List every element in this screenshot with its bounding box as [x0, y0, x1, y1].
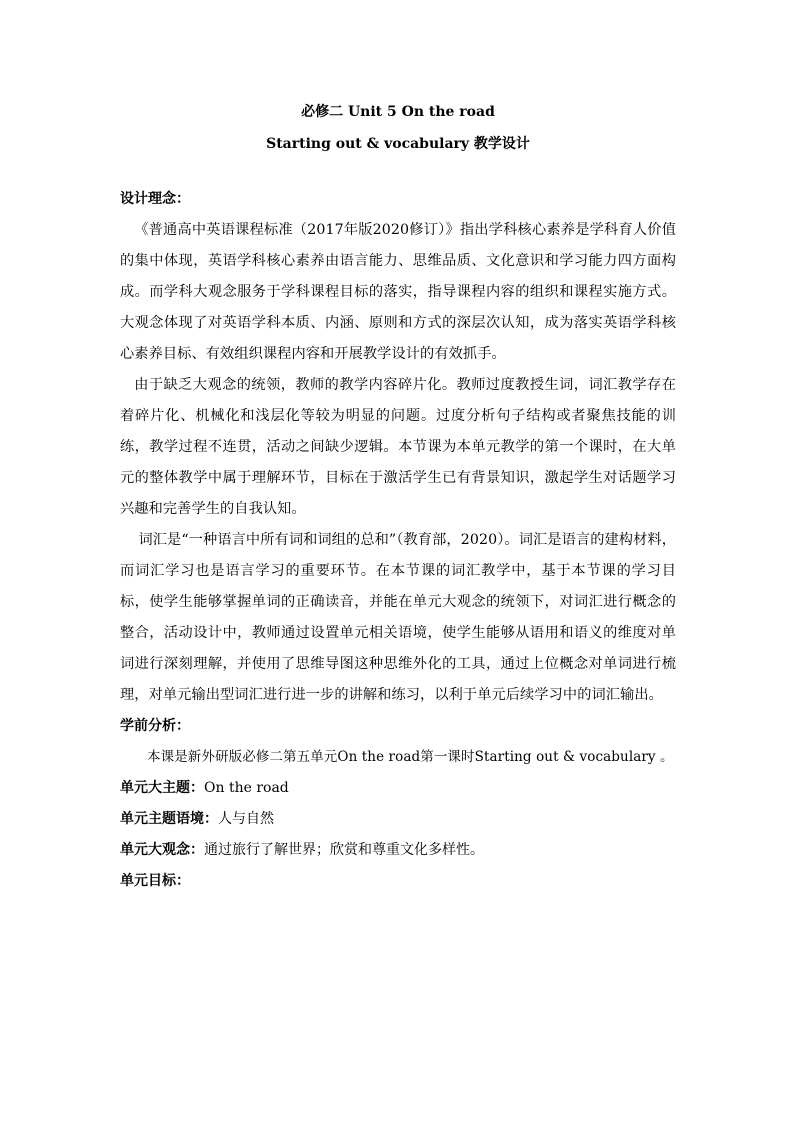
document-subtitle: Starting out & vocabulary 教学设计	[266, 136, 530, 152]
unit-theme-value: On the road	[204, 780, 289, 796]
unit-theme-label: 单元大主题：	[120, 780, 204, 796]
design-concept-heading: 设计理念：	[120, 191, 190, 207]
unit-big-idea-label: 单元大观念：	[120, 842, 204, 858]
design-concept-paragraph-2: 由于缺乏大观念的统领，教师的教学内容碎片化。教师过度教授生词，词汇教学存在着碎片化、机械化和浅层化等较为明显的问题。过度分析句子结构或者聚焦技能的训练，教学过程不连贯，活动之间缺少逻辑。本节课为本单元教学的第一个课时，在大单元的整体教学中属于理解环节，目标在于激活学生已有背景知识，激起学生对话题学习兴趣和完善学生的自我认知。	[120, 377, 676, 517]
pre-analysis-heading: 学前分析：	[120, 718, 190, 734]
unit-goals-heading: 单元目标：	[120, 873, 190, 889]
unit-big-idea-line	[120, 835, 676, 866]
design-concept-paragraph-1: 《普通高中英语课程标准（2017年版2020修订）》指出学科核心素养是学科育人价值的集中体现，英语学科核心素养由语言能力、思维品质、文化意识和学习能力四方面构成。而学科大观念服务于学科课程目标的落实，指导课程内容的组织和课程实施方式。大观念体现了对英语学科本质、内涵、原则和方式的深层次认知，成为落实英语学科核心素养目标、有效组织课程内容和开展教学设计的有效抓手。	[120, 222, 676, 362]
unit-theme-line	[120, 773, 676, 804]
unit-context-line	[120, 804, 676, 835]
unit-big-idea-value: 通过旅行了解世界；欣赏和尊重文化多样性。	[204, 842, 484, 858]
unit-context-label: 单元主题语境：	[120, 811, 218, 827]
pre-analysis-paragraph: 本课是新外研版必修二第五单元On the road第一课时Starting out & vocabulary 。	[147, 749, 674, 765]
document-title: 必修二 Unit 5 On the road	[301, 104, 495, 120]
document-page	[120, 96, 676, 897]
unit-context-value: 人与自然	[218, 811, 274, 827]
design-concept-paragraph-3: 词汇是“一种语言中所有词和词组的总和”（教育部，2020）。词汇是语言的建构材料，而词汇学习也是语言学习的重要环节。在本节课的词汇教学中，基于本节课的学习目标，使学生能够掌握单词的正确读音，并能在单元大观念的统领下，对词汇进行概念的整合，活动设计中，教师通过设置单元相关语境，使学生能够从语用和语义的维度对单词进行深刻理解，并使用了思维导图这种思维外化的工具，通过上位概念对单词进行梳理，对单元输出型词汇进行进一步的讲解和练习，以利于单元后续学习中的词汇输出。	[120, 532, 676, 703]
